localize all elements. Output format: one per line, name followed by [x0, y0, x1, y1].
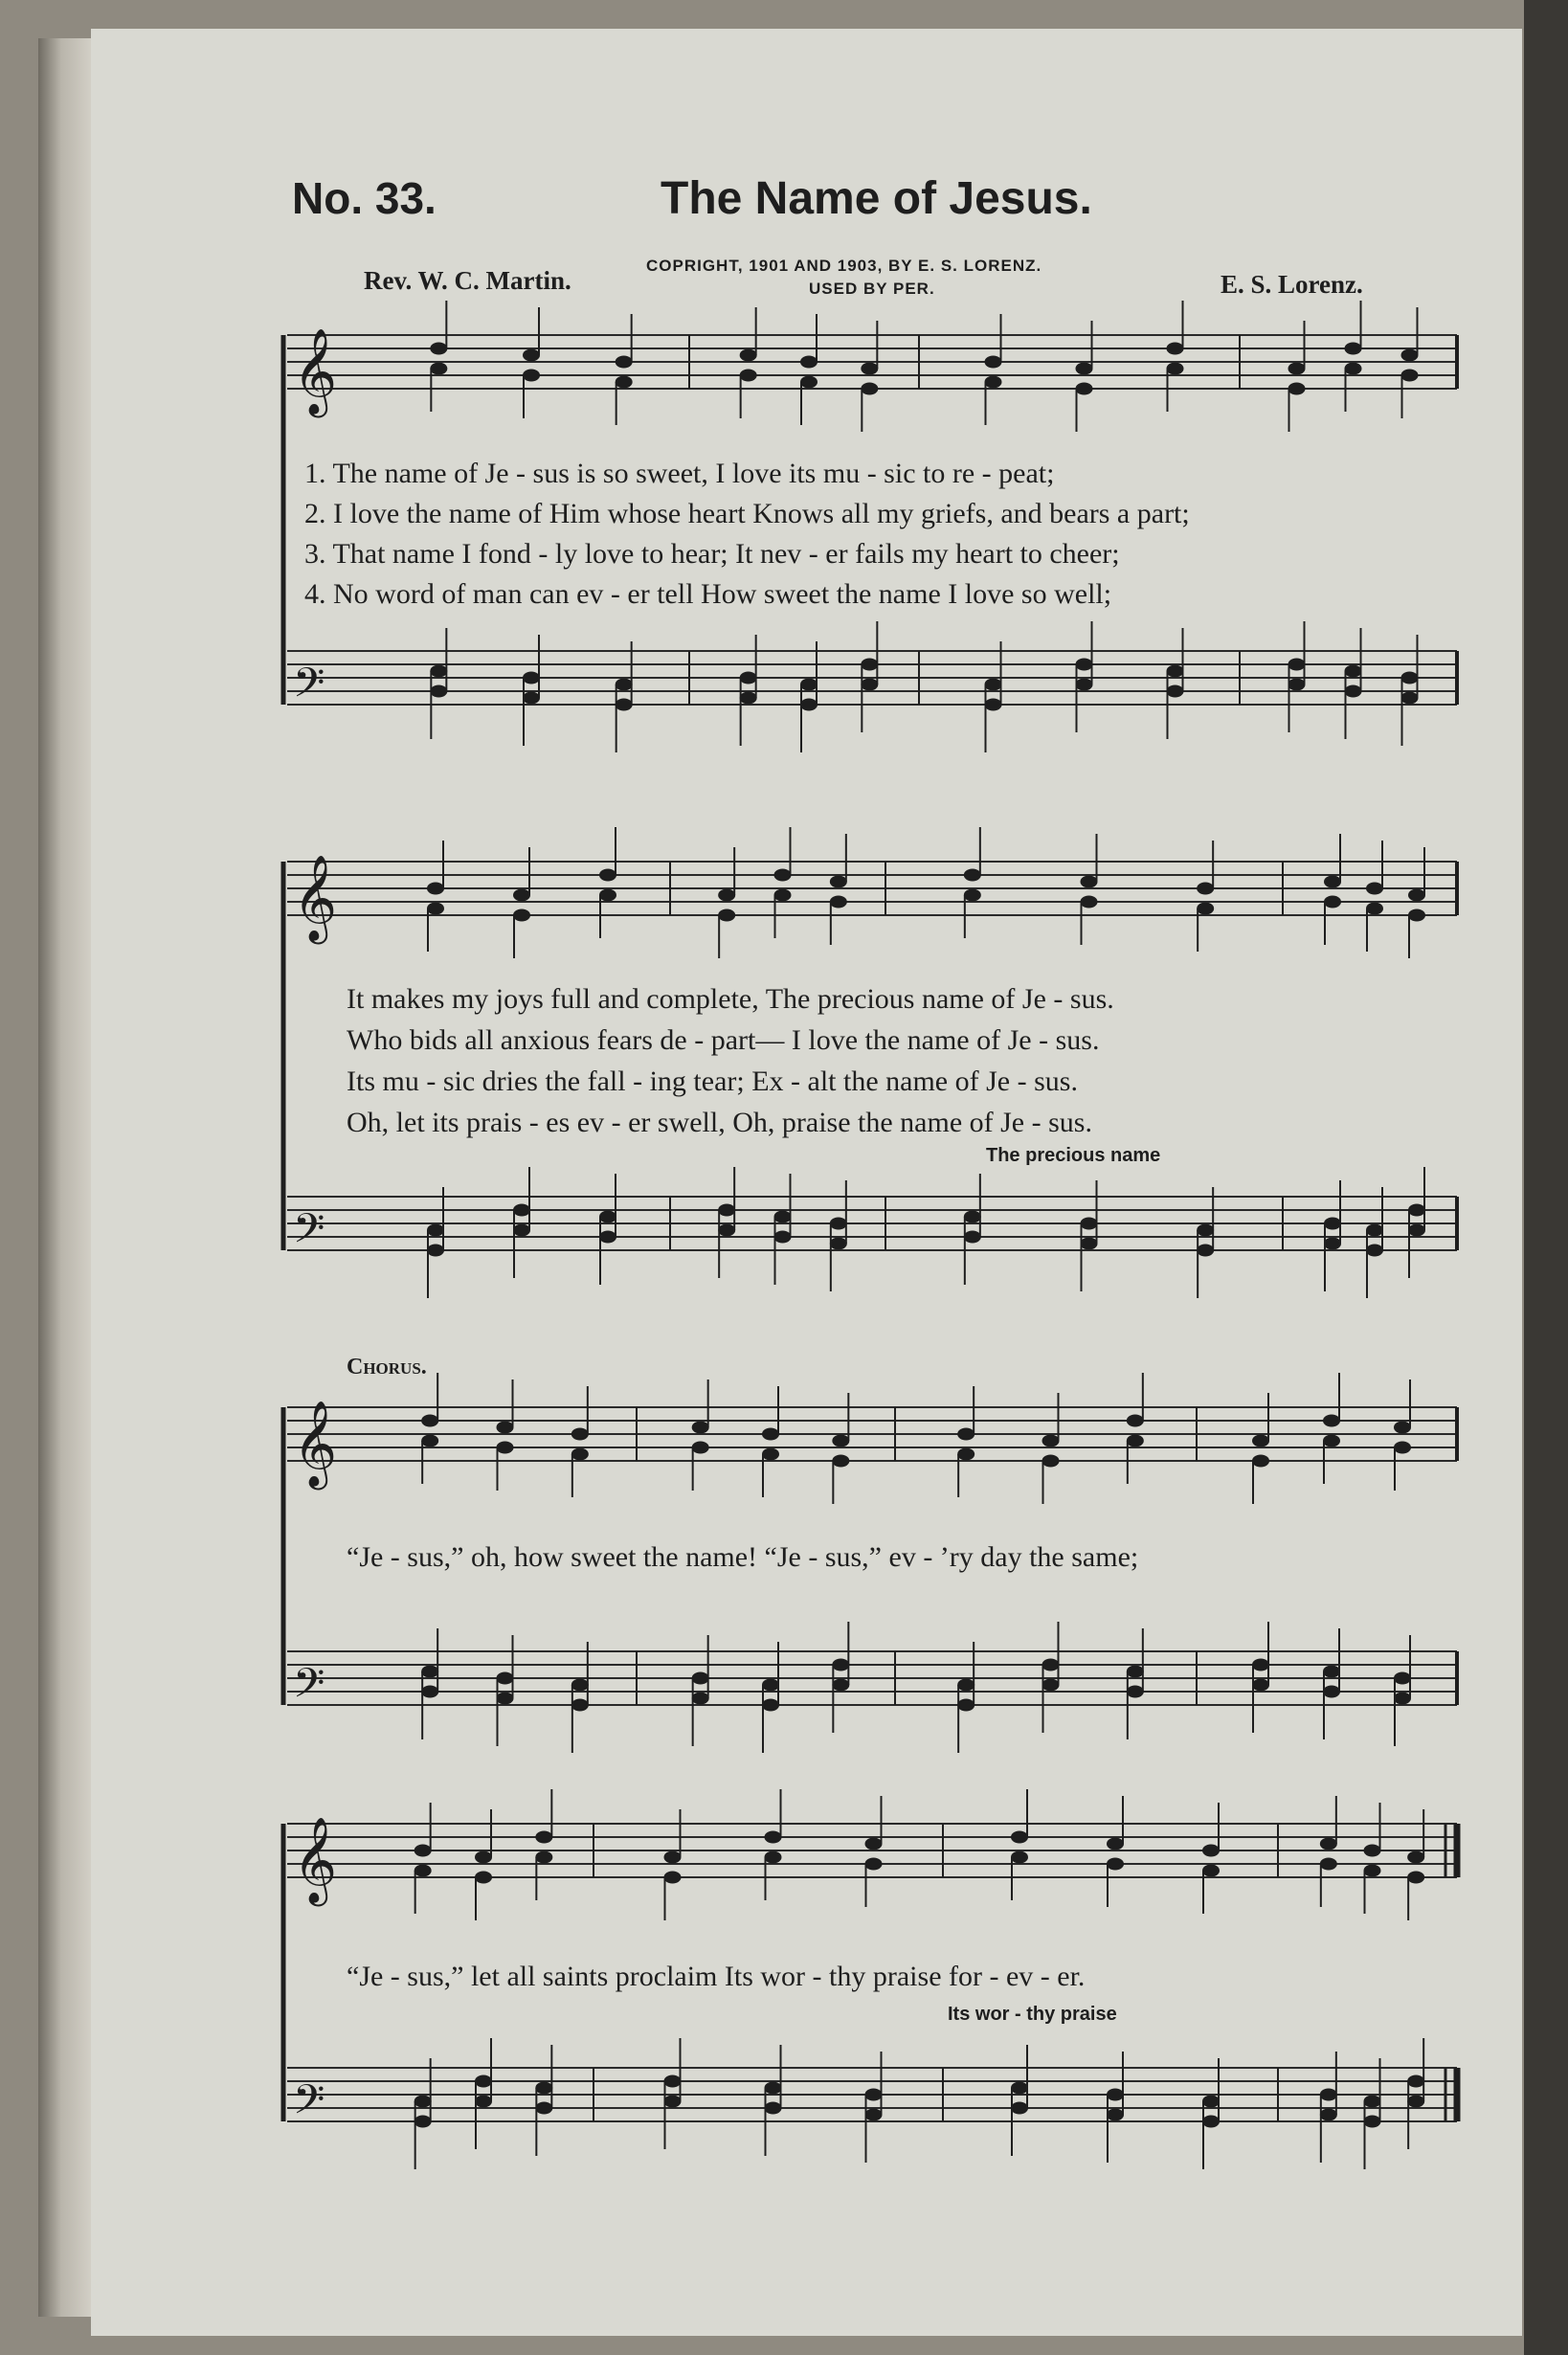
note-head — [1345, 685, 1362, 698]
note-head — [1042, 1679, 1060, 1692]
note-head — [571, 1679, 589, 1692]
note-head — [957, 1428, 974, 1441]
note-head — [664, 1872, 682, 1884]
note-head — [1076, 383, 1093, 395]
note-head — [1081, 1238, 1098, 1250]
note-head — [861, 383, 878, 395]
note-head — [718, 889, 735, 902]
note-head — [985, 356, 1002, 369]
note-head — [1042, 1435, 1060, 1447]
note-head — [1364, 1845, 1381, 1857]
note-head — [414, 2096, 432, 2108]
note-head — [1323, 1415, 1340, 1427]
note-head — [430, 685, 447, 698]
note-head — [957, 1679, 974, 1692]
copyright-notice: COPRIGHT, 1901 AND 1903, BY E. S. LORENZ. — [646, 257, 1042, 275]
note-head — [1042, 1455, 1060, 1468]
note-head — [1407, 2075, 1424, 2088]
note-head — [523, 672, 540, 684]
note-head — [1011, 2082, 1028, 2095]
note-head — [1081, 876, 1098, 888]
note-head — [414, 1865, 432, 1877]
note-head — [740, 349, 757, 362]
verse-line-4: 4. No word of man can ev - er tell How sweet the name I love so well; — [304, 578, 1112, 610]
note-head — [1107, 1838, 1124, 1850]
note-head — [1364, 2116, 1381, 2128]
note-head — [427, 883, 444, 895]
note-head — [1127, 1435, 1144, 1447]
note-head — [421, 1666, 438, 1678]
chorus-label: Chorus. — [347, 1355, 427, 1379]
note-head — [664, 1851, 682, 1864]
note-head — [765, 1851, 782, 1864]
note-head — [692, 1672, 709, 1685]
chorus-line-2: “Je - sus,” let all saints proclaim Its wor - thy praise for - ev - er. — [347, 1961, 1086, 1992]
note-head — [475, 1851, 492, 1864]
note-head — [599, 1211, 616, 1223]
permission-notice: USED BY PER. — [809, 280, 935, 298]
note-head — [1320, 1838, 1337, 1850]
note-head — [523, 349, 540, 362]
note-head — [774, 1211, 792, 1223]
bass-cue-worthy-praise: Its wor - thy praise — [948, 2004, 1117, 2025]
note-head — [1324, 896, 1341, 908]
note-head — [692, 1693, 709, 1705]
note-head — [1401, 672, 1419, 684]
note-head — [475, 2096, 492, 2108]
note-head — [762, 1679, 779, 1692]
note-head — [1320, 1858, 1337, 1871]
note-head — [1011, 1851, 1028, 1864]
note-head — [664, 2096, 682, 2108]
note-head — [740, 692, 757, 705]
note-head — [1202, 2116, 1220, 2128]
note-head — [740, 370, 757, 382]
note-head — [762, 1428, 779, 1441]
bass-clef: 𝄢 — [293, 660, 325, 717]
note-head — [1394, 1672, 1411, 1685]
hymn-title: The Name of Jesus. — [661, 173, 1092, 224]
note-head — [861, 363, 878, 375]
note-head — [1288, 363, 1306, 375]
note-head — [800, 356, 818, 369]
note-head — [1076, 363, 1093, 375]
note-head — [430, 665, 447, 678]
note-head — [421, 1435, 438, 1447]
note-head — [800, 376, 818, 389]
note-head — [985, 376, 1002, 389]
note-head — [513, 1204, 530, 1217]
note-head — [414, 2116, 432, 2128]
note-head — [1288, 679, 1306, 691]
note-head — [832, 1659, 849, 1671]
note-head — [475, 2075, 492, 2088]
note-head — [800, 679, 818, 691]
note-head — [475, 1872, 492, 1884]
note-head — [1076, 679, 1093, 691]
note-head — [1401, 370, 1419, 382]
note-head — [535, 2102, 552, 2115]
bass-clef: 𝄢 — [293, 1660, 325, 1717]
note-head — [832, 1679, 849, 1692]
note-head — [1364, 2096, 1381, 2108]
note-head — [497, 1693, 514, 1705]
bass-clef: 𝄢 — [293, 2076, 325, 2134]
note-head — [774, 889, 792, 902]
note-head — [1252, 1435, 1269, 1447]
note-head — [865, 1838, 883, 1850]
note-head — [1107, 2109, 1124, 2121]
bass-cue-precious-name: The precious name — [986, 1145, 1161, 1166]
note-head — [964, 1231, 981, 1244]
note-head — [1366, 1224, 1383, 1237]
note-head — [1366, 1245, 1383, 1257]
note-head — [523, 692, 540, 705]
note-head — [964, 889, 981, 902]
note-head — [964, 1211, 981, 1223]
note-head — [513, 1224, 530, 1237]
note-head — [1345, 363, 1362, 375]
note-head — [957, 1448, 974, 1461]
verse-line-3: 3. That name I fond - ly love to hear; It nev - er fails my heart to cheer; — [304, 538, 1120, 570]
note-head — [1323, 1686, 1340, 1698]
note-head — [830, 896, 847, 908]
note-head — [800, 699, 818, 711]
note-head — [1011, 1831, 1028, 1844]
note-head — [718, 1224, 735, 1237]
note-head — [1252, 1659, 1269, 1671]
note-head — [513, 889, 530, 902]
note-head — [571, 1448, 589, 1461]
note-head — [513, 909, 530, 922]
note-head — [1197, 1245, 1214, 1257]
note-head — [1394, 1422, 1411, 1434]
note-head — [1366, 903, 1383, 915]
note-head — [421, 1415, 438, 1427]
note-head — [964, 869, 981, 882]
note-head — [1366, 883, 1383, 895]
note-head — [861, 679, 878, 691]
note-head — [830, 876, 847, 888]
note-head — [985, 679, 1002, 691]
note-head — [718, 1204, 735, 1217]
note-head — [1081, 1218, 1098, 1230]
note-head — [427, 1224, 444, 1237]
note-head — [414, 1845, 432, 1857]
note-head — [1364, 1865, 1381, 1877]
treble-clef: 𝄞 — [293, 328, 338, 415]
note-head — [1197, 903, 1214, 915]
verse-cont-line-4: Oh, let its prais - es ev - er swell, Oh, praise the name of Je - sus. — [347, 1107, 1092, 1138]
note-head — [571, 1428, 589, 1441]
lyricist: Rev. W. C. Martin. — [364, 266, 571, 295]
note-head — [865, 1858, 883, 1871]
note-head — [1107, 2089, 1124, 2101]
treble-clef: 𝄞 — [293, 1401, 338, 1487]
note-head — [832, 1435, 849, 1447]
note-head — [1167, 665, 1184, 678]
note-head — [1167, 343, 1184, 355]
note-head — [616, 679, 633, 691]
treble-clef: 𝄞 — [293, 855, 338, 941]
note-head — [762, 1699, 779, 1712]
note-head — [740, 672, 757, 684]
note-head — [664, 2075, 682, 2088]
note-head — [1408, 1204, 1425, 1217]
note-head — [1323, 1435, 1340, 1447]
note-head — [1197, 1224, 1214, 1237]
note-head — [497, 1442, 514, 1454]
note-head — [1407, 1851, 1424, 1864]
note-head — [762, 1448, 779, 1461]
note-head — [1167, 685, 1184, 698]
note-head — [865, 2109, 883, 2121]
verse-cont-line-3: Its mu - sic dries the fall - ing tear; Ex - alt the name of Je - sus. — [347, 1065, 1078, 1097]
note-head — [1288, 383, 1306, 395]
note-head — [616, 699, 633, 711]
note-head — [421, 1686, 438, 1698]
note-head — [1345, 665, 1362, 678]
note-head — [1320, 2089, 1337, 2101]
note-head — [1107, 1858, 1124, 1871]
note-head — [523, 370, 540, 382]
note-head — [1320, 2109, 1337, 2121]
note-head — [1011, 2102, 1028, 2115]
note-head — [1252, 1679, 1269, 1692]
verse-line-2: 2. I love the name of Him whose heart Knows all my griefs, and bears a part; — [304, 498, 1190, 529]
verse-cont-line-1: It makes my joys full and complete, The precious name of Je - sus. — [347, 983, 1114, 1015]
note-head — [718, 909, 735, 922]
note-head — [1407, 2096, 1424, 2108]
bass-clef: 𝄢 — [293, 1205, 325, 1263]
note-head — [1324, 1238, 1341, 1250]
note-head — [1401, 692, 1419, 705]
note-head — [1407, 1872, 1424, 1884]
note-head — [1288, 659, 1306, 671]
note-head — [1323, 1666, 1340, 1678]
note-head — [599, 869, 616, 882]
note-head — [427, 1245, 444, 1257]
note-head — [865, 2089, 883, 2101]
note-head — [765, 1831, 782, 1844]
note-head — [1197, 883, 1214, 895]
note-head — [1324, 876, 1341, 888]
note-head — [430, 363, 447, 375]
note-head — [832, 1455, 849, 1468]
note-head — [692, 1442, 709, 1454]
note-head — [430, 343, 447, 355]
note-head — [535, 1831, 552, 1844]
note-head — [985, 699, 1002, 711]
note-head — [1394, 1442, 1411, 1454]
note-head — [1401, 349, 1419, 362]
note-head — [1076, 659, 1093, 671]
note-head — [1081, 896, 1098, 908]
verse-line-1: 1. The name of Je - sus is so sweet, I love its mu - sic to re - peat; — [304, 458, 1055, 489]
note-head — [692, 1422, 709, 1434]
note-head — [1345, 343, 1362, 355]
note-head — [535, 2082, 552, 2095]
note-head — [1202, 2096, 1220, 2108]
note-head — [571, 1699, 589, 1712]
note-head — [616, 376, 633, 389]
note-head — [599, 889, 616, 902]
chorus-line-1: “Je - sus,” oh, how sweet the name! “Je - sus,” ev - ’ry day the same; — [347, 1541, 1139, 1573]
note-head — [1408, 909, 1425, 922]
note-head — [599, 1231, 616, 1244]
note-head — [1324, 1218, 1341, 1230]
composer: E. S. Lorenz. — [1221, 270, 1363, 299]
note-head — [765, 2102, 782, 2115]
note-head — [427, 903, 444, 915]
note-head — [1202, 1865, 1220, 1877]
hymn-number: No. 33. — [292, 173, 437, 223]
note-head — [616, 356, 633, 369]
note-head — [830, 1218, 847, 1230]
note-head — [1408, 1224, 1425, 1237]
note-head — [774, 869, 792, 882]
note-head — [1394, 1693, 1411, 1705]
note-head — [497, 1422, 514, 1434]
treble-clef: 𝄞 — [293, 1817, 338, 1903]
note-head — [774, 1231, 792, 1244]
note-head — [1127, 1686, 1144, 1698]
note-head — [1167, 363, 1184, 375]
note-head — [1127, 1415, 1144, 1427]
note-head — [535, 1851, 552, 1864]
note-head — [497, 1672, 514, 1685]
note-head — [1252, 1455, 1269, 1468]
note-head — [957, 1699, 974, 1712]
note-head — [830, 1238, 847, 1250]
note-head — [1042, 1659, 1060, 1671]
note-head — [1127, 1666, 1144, 1678]
note-head — [1408, 889, 1425, 902]
verse-cont-line-2: Who bids all anxious fears de - part— I love the name of Je - sus. — [347, 1024, 1100, 1056]
note-head — [1202, 1845, 1220, 1857]
note-head — [861, 659, 878, 671]
note-head — [765, 2082, 782, 2095]
